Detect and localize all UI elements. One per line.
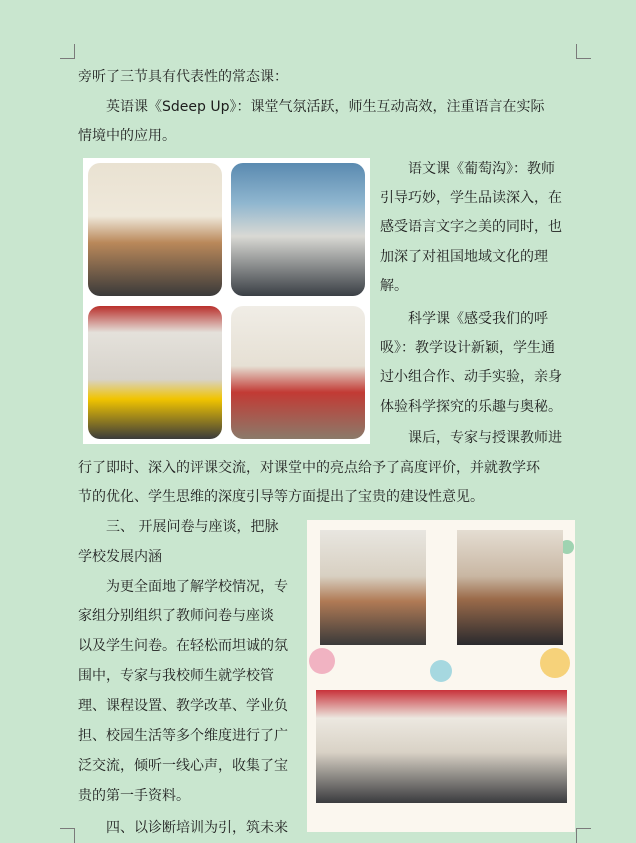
science-class-photo bbox=[88, 306, 222, 439]
section-heading: 学校发展内涵 bbox=[78, 549, 162, 565]
english-class-photo bbox=[88, 163, 222, 296]
text-line: 担、校园生活等多个维度进行了广 bbox=[78, 728, 288, 744]
text-line: 语文课《葡萄沟》：教师 bbox=[408, 161, 555, 177]
text-line: 家组分别组织了教师问卷与座谈 bbox=[78, 608, 274, 624]
seminar-photo-2 bbox=[457, 530, 563, 645]
corner-mark-top-left bbox=[60, 44, 75, 59]
corner-mark-bottom-right bbox=[576, 828, 591, 843]
decorative-circle bbox=[309, 648, 335, 674]
text-line: 节的优化、学生思维的深度引导等方面提出了宝贵的建设性意见。 bbox=[78, 489, 484, 505]
text-line: 理、课程设置、教学改革、学业负 bbox=[78, 698, 288, 714]
text-line: 泛交流，倾听一线心声，收集了宝 bbox=[78, 758, 288, 774]
text-line: 吸》：教学设计新颖，学生通 bbox=[380, 340, 555, 356]
decorative-circle bbox=[540, 648, 570, 678]
text-line: 科学课《感受我们的呼 bbox=[408, 311, 548, 327]
text-line: 行了即时、深入的评课交流，对课堂中的亮点给予了高度评价，并就教学环 bbox=[78, 460, 540, 476]
text-line: 以及学生问卷。在轻松而坦诚的氛 bbox=[78, 638, 288, 654]
decorative-circle bbox=[430, 660, 452, 682]
text-line: 贵的第一手资料。 bbox=[78, 788, 190, 804]
seminar-photo-1 bbox=[320, 530, 426, 645]
text-line: 引导巧妙，学生品读深入，在 bbox=[380, 190, 562, 206]
corner-mark-top-right bbox=[576, 44, 591, 59]
text-line: 为更全面地了解学校情况，专 bbox=[106, 579, 288, 595]
seminar-photo-3 bbox=[316, 690, 567, 803]
section-heading: 四、以诊断培训为引，筑未来 bbox=[106, 820, 288, 836]
text-line: 情境中的应用。 bbox=[78, 128, 176, 144]
text-line: 课后，专家与授课教师进 bbox=[408, 430, 562, 446]
text-line: 围中，专家与我校师生就学校管 bbox=[78, 668, 274, 684]
text-line: 感受语言文字之美的同时，也 bbox=[380, 219, 562, 235]
corner-mark-bottom-left bbox=[60, 828, 75, 843]
text-line: 加深了对祖国地域文化的理 bbox=[380, 249, 548, 265]
text-line: 英语课《Sdeep Up》：课堂气氛活跃，师生互动高效，注重语言在实际 bbox=[106, 99, 545, 115]
text-line: 体验科学探究的乐趣与奥秘。 bbox=[380, 399, 562, 415]
text-line: 解。 bbox=[380, 278, 408, 294]
meeting-room-photo bbox=[231, 306, 365, 439]
text-line: 过小组合作、动手实验，亲身 bbox=[380, 369, 562, 385]
chinese-class-photo bbox=[231, 163, 365, 296]
text-line: 旁听了三节具有代表性的常态课： bbox=[78, 69, 288, 85]
section-heading: 三、 开展问卷与座谈，把脉 bbox=[106, 519, 279, 535]
